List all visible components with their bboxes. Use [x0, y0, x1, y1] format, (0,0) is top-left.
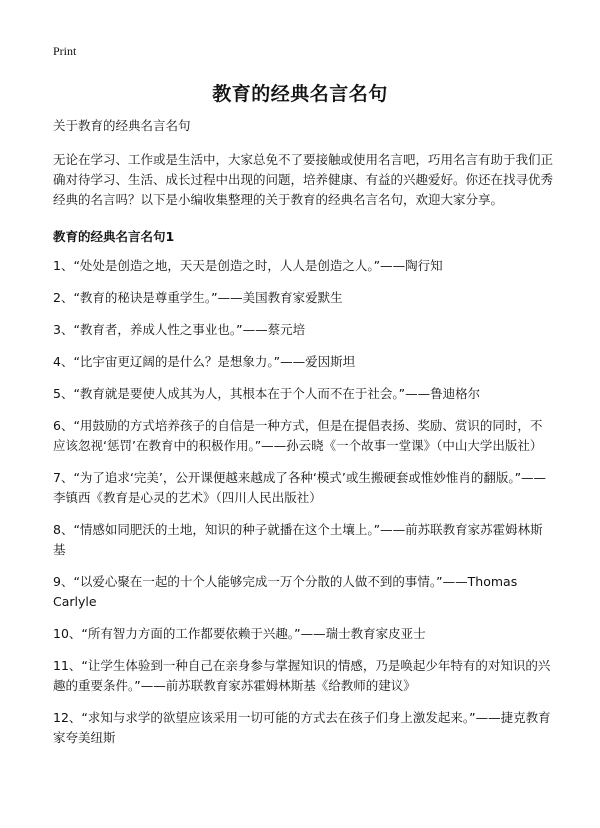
- article-body: [53, 116, 553, 760]
- quote-item: 10、“所有智力方面的工作都要依赖于兴趣。”——瑞士教育家皮亚士: [53, 626, 426, 641]
- quote-item: 12、“求知与求学的欲望应该采用一切可能的方式去在孩子们身上激发起来。”——捷克教育家夸美纽斯: [53, 710, 551, 745]
- quote-item: 6、“用鼓励的方式培养孩子的自信是一种方式，但是在提倡表扬、奖励、赏识的同时，不应该忽视‘惩罚’在教育中的积极作用。”——孙云晓《一个故事一堂课》（中山大学出版社）: [53, 418, 543, 453]
- print-link[interactable]: Print: [53, 44, 77, 58]
- quote-item: 11、“让学生体验到一种自己在亲身参与掌握知识的情感，乃是唤起少年特有的对知识的兴趣的重要条件。”——前苏联教育家苏霍姆林斯基《给教师的建议》: [53, 658, 551, 693]
- article-subtitle: 关于教育的经典名言名句: [53, 118, 191, 133]
- quote-item: 4、“比宇宙更辽阔的是什么？是想象力。”——爱因斯坦: [53, 354, 356, 369]
- quote-item: 5、“教育就是要使人成其为人，其根本在于个人而不在于社会。”——鲁迪格尔: [53, 386, 481, 401]
- quote-item: 7、“为了追求‘完美’，公开课便越来越成了各种‘模式’或生搬硬套或惟妙惟肖的翻版。”——李镇西《教育是心灵的艺术》（四川人民出版社）: [53, 470, 547, 505]
- page-title: 教育的经典名言名句: [212, 83, 388, 105]
- quote-item: 9、“以爱心聚在一起的十个人能够完成一万个分散的人做不到的事情。”——Thomas Carlyle: [53, 574, 530, 609]
- quote-item: 3、“教育者，养成人性之事业也。”——蔡元培: [53, 322, 306, 337]
- quote-item: 2、“教育的秘诀是尊重学生。”——美国教育家爱默生: [53, 290, 343, 305]
- quote-item: 8、“情感如同肥沃的土地，知识的种子就播在这个土壤上。”——前苏联教育家苏霍姆林斯基: [53, 522, 543, 557]
- section-heading: 教育的经典名言名句1: [53, 229, 175, 244]
- intro-paragraph: 无论在学习、工作或是生活中，大家总免不了要接触或使用名言吧，巧用名言有助于我们正确对待学习、生活、成长过程中出现的问题，培养健康、有益的兴趣爱好。你还在找寻优秀经典的名言吗？以下是小编收集整理的关于教育的经典名言名句，欢迎大家分享。: [53, 152, 554, 207]
- quote-item: 1、“处处是创造之地，天天是创造之时，人人是创造之人。”——陶行知: [53, 258, 443, 273]
